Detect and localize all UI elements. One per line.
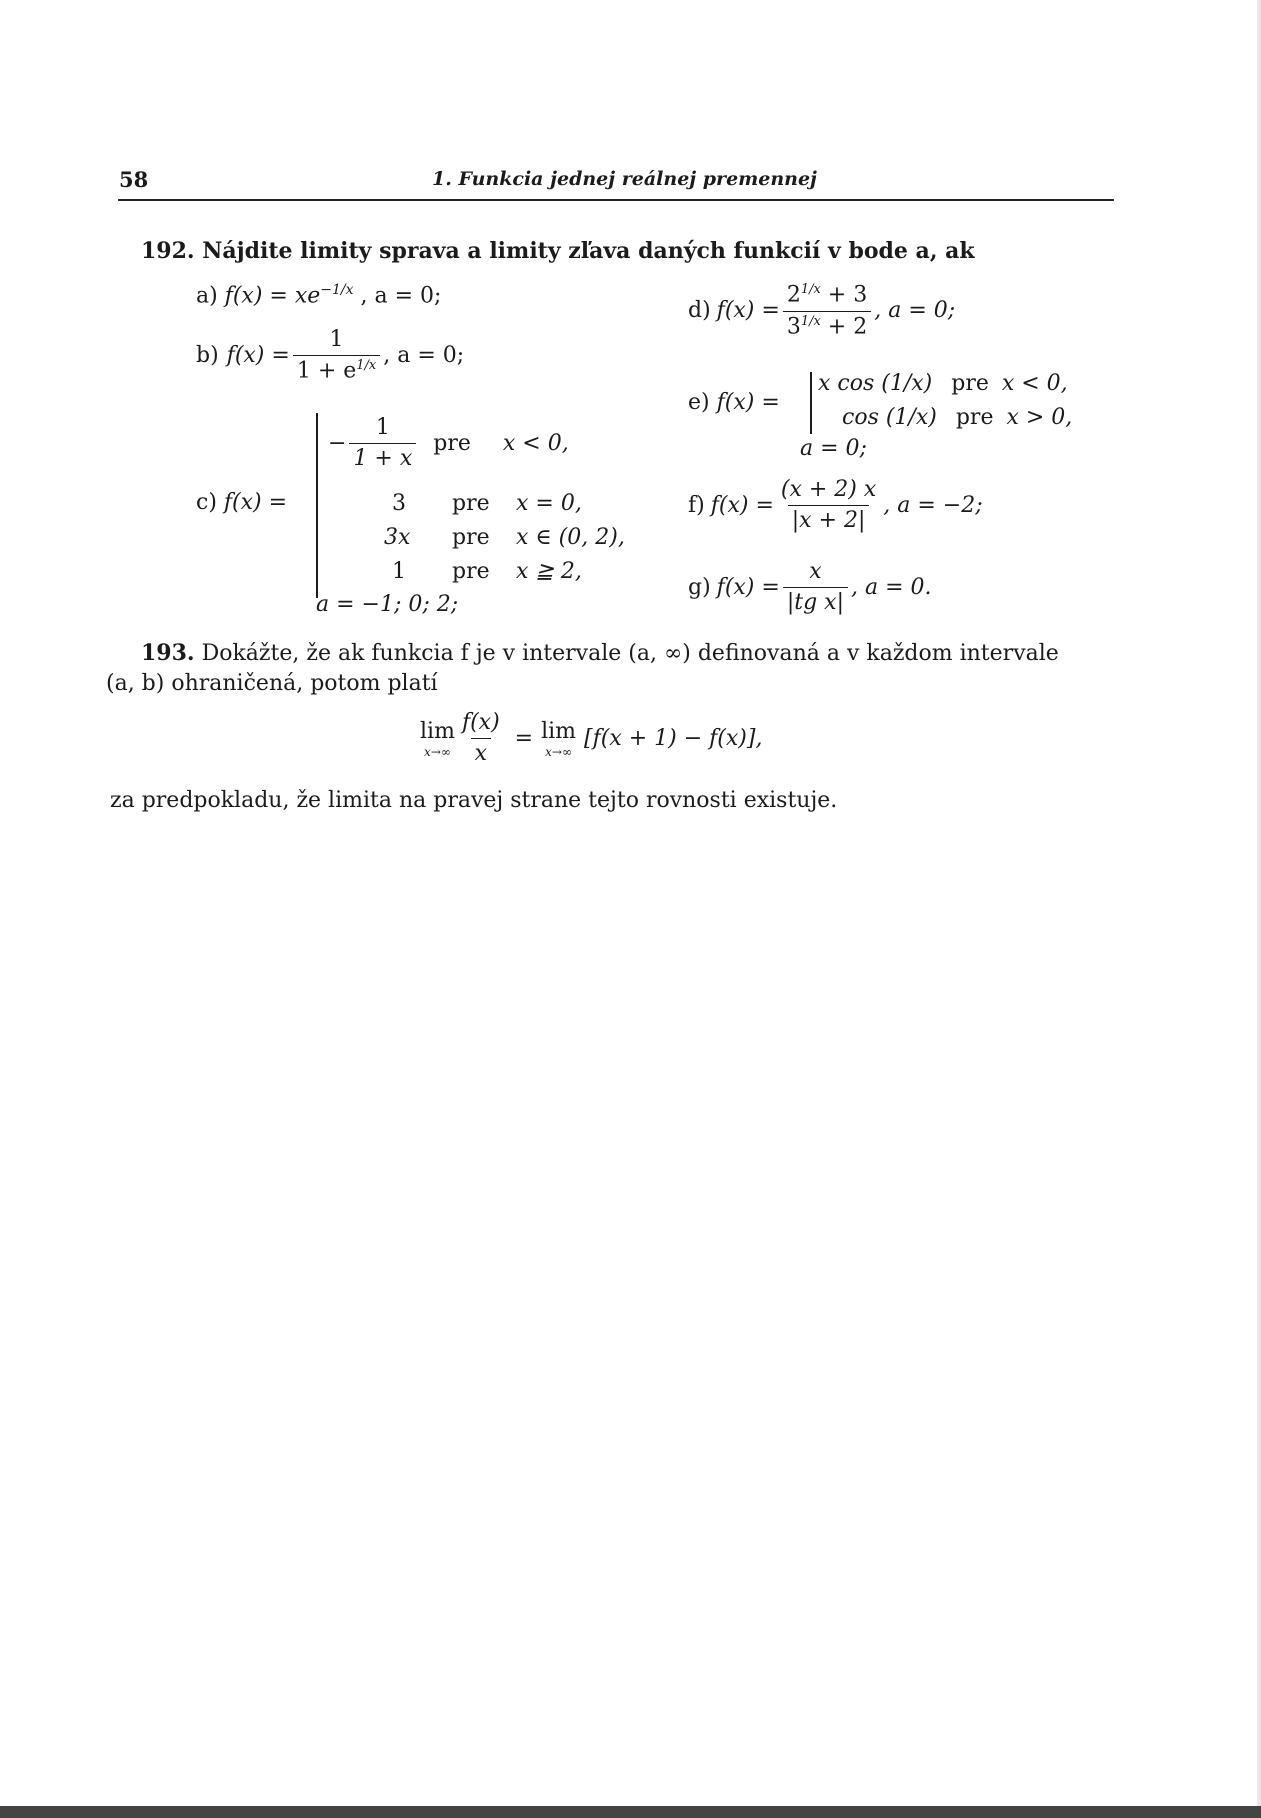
item-c-row-1-fraction — [349, 415, 416, 473]
item-c-label: c) — [196, 490, 217, 515]
item-f-fraction — [777, 477, 880, 535]
problem-193-line-2: (a, b) ohraničená, potom platí — [106, 671, 438, 696]
item-c-row-4-pre: pre — [452, 559, 490, 584]
problem-193-formula — [420, 710, 762, 768]
item-e-function: f(x) = — [716, 390, 780, 415]
item-f — [688, 477, 983, 535]
formula-rhs: [f(x + 1) − f(x)], — [584, 725, 763, 751]
item-c-row-3-cond: x ∈ (0, 2), — [516, 525, 625, 550]
item-g-function: f(x) = — [716, 574, 780, 600]
item-d-denominator: $3^{1/x} + 2$ — [783, 311, 871, 341]
item-g-fraction — [783, 559, 848, 617]
header-rule — [118, 199, 1114, 201]
item-c-label-group — [196, 490, 287, 516]
item-b-denominator: $1 + e^{1/x}$ — [293, 355, 380, 385]
item-f-label: f) — [688, 492, 705, 518]
formula-equals: = — [514, 725, 534, 751]
item-c-row-3-pre: pre — [452, 525, 490, 550]
item-a-function: f(x) = xe — [224, 283, 321, 309]
item-g-condition: , a = 0. — [850, 574, 932, 600]
item-c-row-1-cond: x < 0, — [502, 430, 569, 456]
item-d-numerator: $2^{1/x} + 3$ — [786, 282, 868, 308]
item-c-brace — [316, 413, 318, 598]
item-c-points: a = −1; 0; 2; — [316, 592, 459, 617]
formula-lim-left: lim x→∞ — [420, 718, 455, 759]
item-e-row-2: cos (1/x) pre x > 0, — [842, 405, 1073, 430]
item-c-function: f(x) = — [223, 490, 288, 515]
item-a-exponent: −1/x — [320, 282, 354, 298]
item-d — [688, 282, 955, 340]
item-c-row-2: 3 — [392, 491, 406, 516]
item-c-row-1-pre: pre — [433, 430, 471, 456]
item-b-numerator: 1 — [329, 327, 344, 352]
item-a-condition: , a = 0; — [360, 283, 442, 309]
scan-bottom-bar — [0, 1806, 1261, 1818]
running-head: 1. Funkcia jednej reálnej premennej — [432, 168, 817, 190]
problem-192-number: 192. — [141, 238, 195, 264]
item-e-row-1: x cos (1/x) pre x < 0, — [818, 371, 1068, 396]
item-c-row-2-pre: pre — [452, 491, 490, 516]
problem-192-heading — [141, 238, 975, 264]
item-c-row-1-den: 1 + x — [349, 443, 416, 472]
item-a — [196, 282, 441, 310]
item-d-label: d) — [688, 298, 711, 324]
item-c-row-1 — [328, 415, 569, 473]
page-number: 58 — [119, 167, 149, 192]
item-b-function: f(x) = — [226, 342, 290, 368]
item-d-function: f(x) = — [716, 298, 780, 324]
problem-192-statement: Nájdite limity sprava a limity zľava daných funkcií v bode a, ak — [202, 238, 975, 264]
item-f-condition: , a = −2; — [883, 492, 983, 518]
scan-edge — [1257, 0, 1261, 1818]
formula-fraction: $\frac{f(x)}{x}$ — [461, 710, 500, 767]
problem-193-text-1: Dokážte, že ak funkcia f je v intervale (a, ∞) definovaná a v každom intervale — [201, 641, 1059, 666]
item-f-denominator: |x + 2| — [788, 505, 870, 534]
item-f-function: f(x) = — [710, 492, 774, 518]
item-a-label: a) — [196, 283, 218, 309]
item-c-row-1-num: 1 — [375, 415, 390, 440]
item-c-row-4: 1 — [392, 559, 406, 584]
item-c-row-2-cond: x = 0, — [516, 491, 582, 516]
item-e-brace — [810, 372, 812, 434]
item-d-fraction — [783, 282, 871, 340]
item-e-label-group — [688, 390, 780, 416]
problem-193-number: 193. — [141, 640, 195, 666]
item-b-label: b) — [196, 342, 219, 368]
item-c-minus: − — [328, 430, 347, 456]
item-c-row-4-cond: x ≧ 2, — [516, 559, 582, 584]
item-d-condition: , a = 0; — [874, 298, 956, 324]
item-c-row-3: 3x — [384, 525, 411, 550]
item-g-label: g) — [688, 574, 711, 600]
item-f-numerator: (x + 2) x — [780, 477, 877, 502]
item-b-condition: , a = 0; — [383, 342, 465, 368]
item-g-numerator: x — [809, 559, 822, 584]
item-b-fraction — [293, 327, 380, 385]
problem-193-line-1 — [141, 640, 1059, 667]
problem-193-conclusion: za predpokladu, že limita na pravej strane tejto rovnosti existuje. — [110, 788, 838, 813]
item-e-points: a = 0; — [800, 436, 867, 461]
item-e-label: e) — [688, 390, 710, 415]
item-g — [688, 559, 932, 617]
item-b — [196, 327, 464, 385]
formula-lim-right: lim x→∞ — [541, 718, 577, 759]
item-g-denominator: |tg x| — [783, 587, 848, 616]
